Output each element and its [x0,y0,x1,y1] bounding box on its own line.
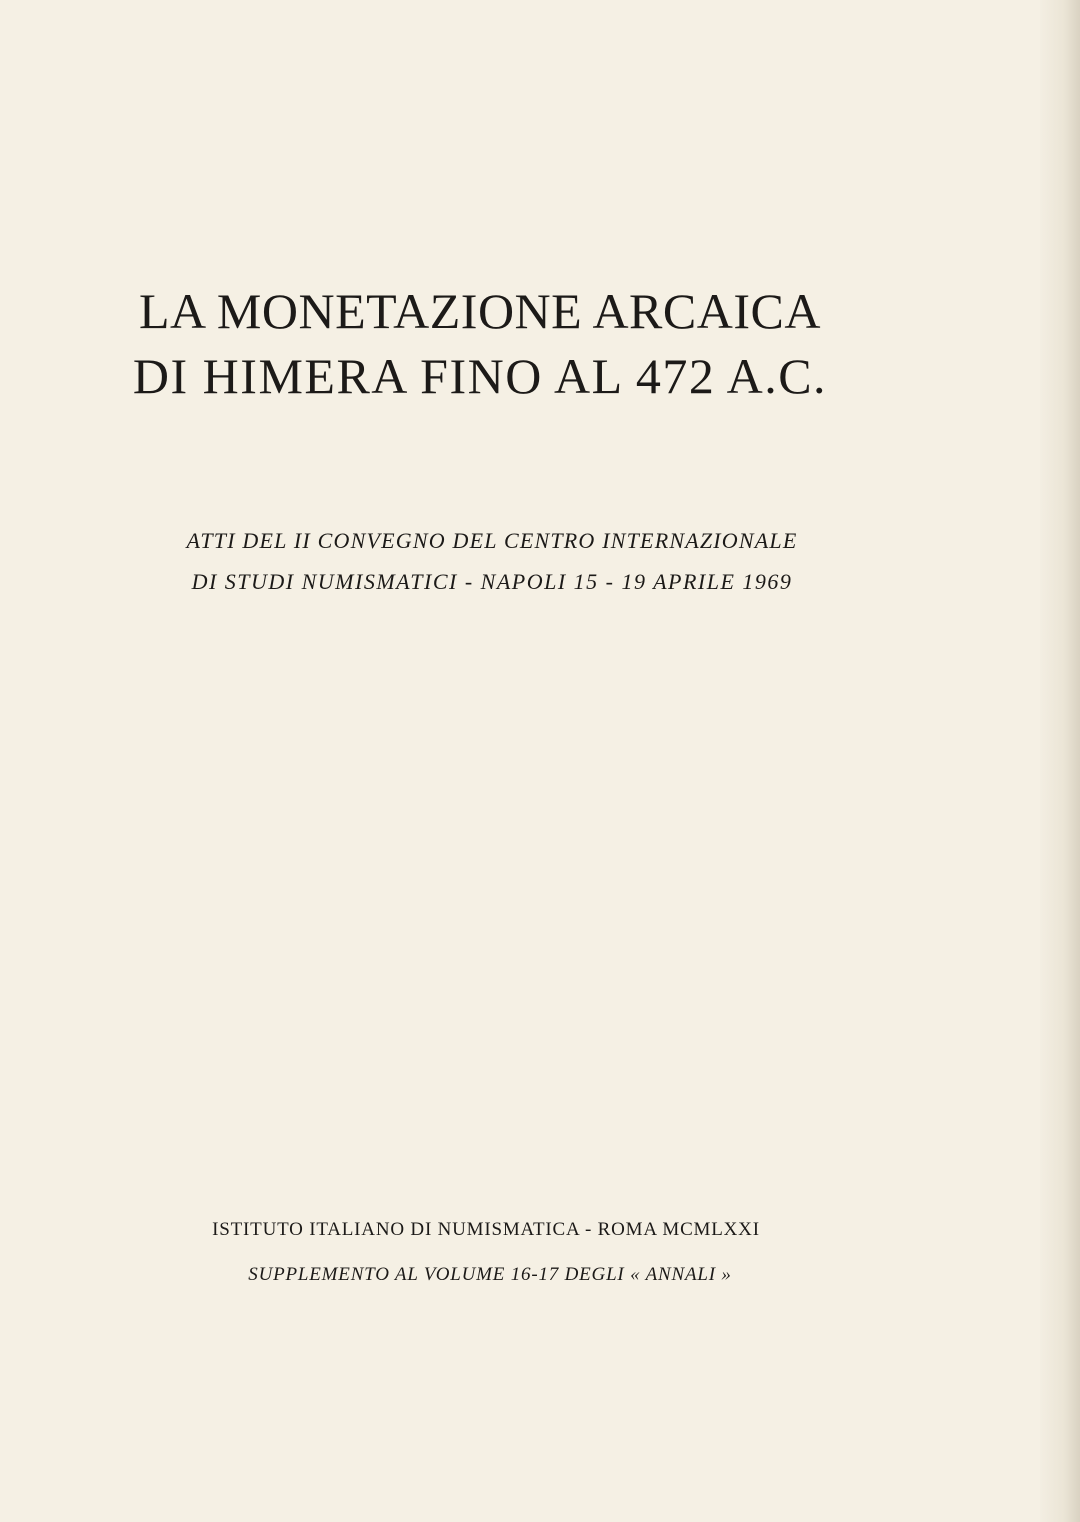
page-edge [1040,0,1080,1522]
title-line-2: DI HIMERA FINO AL 472 A.C. [132,348,828,404]
publisher-line: ISTITUTO ITALIANO DI NUMISMATICA - ROMA MCMLXXI [212,1219,760,1240]
subtitle-line-2: DI STUDI NUMISMATICI - NAPOLI 15 - 19 APRILE 1969 [191,569,793,594]
subtitle-line-1: ATTI DEL II CONVEGNO DEL CENTRO INTERNAZIONALE [186,528,798,553]
title-line-1: LA MONETAZIONE ARCAICA [139,283,821,339]
supplement-line: SUPPLEMENTO AL VOLUME 16-17 DEGLI « ANNALI » [248,1264,732,1285]
